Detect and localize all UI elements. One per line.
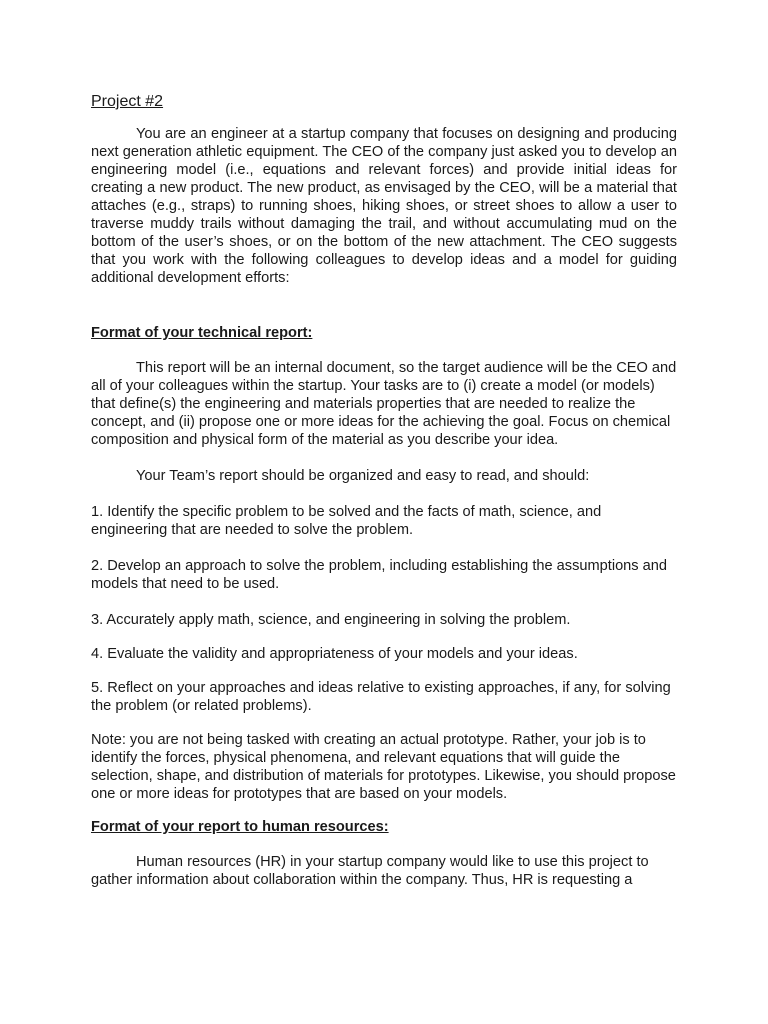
list-item: 4. Evaluate the validity and appropriateness of your models and your ideas. bbox=[91, 646, 578, 662]
hr-paragraph: Human resources (HR) in your startup company would like to use this project to gather information about collaboration within the company. Thus, HR is requesting a bbox=[91, 854, 649, 888]
list-item: 3. Accurately apply math, science, and engineering in solving the problem. bbox=[91, 612, 571, 628]
team-report-paragraph: Your Team’s report should be organized and easy to read, and should: bbox=[136, 468, 590, 484]
list-item: 5. Reflect on your approaches and ideas relative to existing approaches, if any, for solving the problem (or related problems). bbox=[91, 680, 671, 714]
intro-paragraph: You are an engineer at a startup company that focuses on designing and producing next generation athletic equipment. The CEO of the company just asked you to develop an engineering model (i.e., equations and relevant forces) and provide initial ideas for creating a new product. The new product, as envisaged by the CEO, will be a material that attaches (e.g., straps) to running shoes, hiking shoes, or street shoes to allow a user to traverse muddy trails without damaging the trail, and without accumulating mud on the bottom of the user’s shoes, or on the bottom of the new attachment. The CEO suggests that you work with the following colleagues to develop ideas and a model for guiding additional development efforts: bbox=[91, 126, 677, 286]
document-title: Project #2 bbox=[91, 93, 164, 110]
technical-report-paragraph: This report will be an internal document, so the target audience will be the CEO and all of your colleagues within the startup. Your tasks are to (i) create a model (or models) that define(s) the engineering and materials properties that are needed to realize the concept, and (ii) propose one or more ideas for the achieving the goal. Focus on chemical composition and physical form of the material as you describe your idea. bbox=[91, 360, 677, 448]
technical-report-heading: Format of your technical report: bbox=[91, 325, 313, 341]
document-page bbox=[91, 92, 677, 889]
list-item: 2. Develop an approach to solve the problem, including establishing the assumptions and models that need to be used. bbox=[91, 558, 668, 592]
hr-report-heading: Format of your report to human resources: bbox=[91, 819, 389, 835]
note-paragraph: Note: you are not being tasked with creating an actual prototype. Rather, your job is to identify the forces, physical phenomena, and relevant equations that will guide the selection, shape, and distribution of materials for prototypes. Likewise, you should propose one or more ideas for prototypes that are based on your models. bbox=[91, 732, 676, 802]
list-item: 1. Identify the specific problem to be solved and the facts of math, science, and engineering that are needed to solve the problem. bbox=[91, 504, 602, 538]
